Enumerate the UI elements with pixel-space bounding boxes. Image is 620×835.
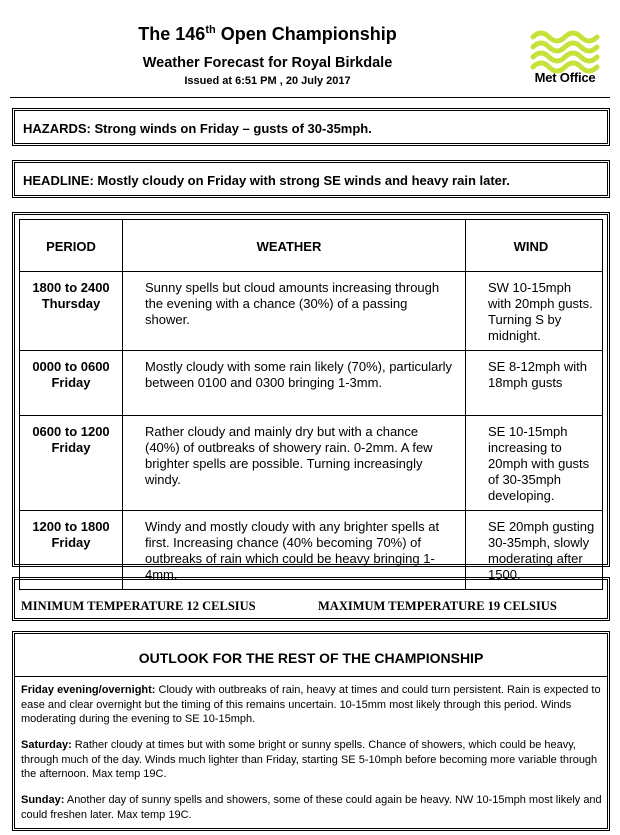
table-row (20, 272, 603, 351)
outlook-day-label: Sunday: (21, 794, 65, 806)
outlook-paragraph: Friday evening/overnight: Cloudy with outbreaks of rain, heavy at times and could turn persistent. Rain is expected to ease and clear overnight but the timing of this remains uncertain. 10-15mm most likely through this period. Winds moderating during the evening to SE 10-15mph. (21, 684, 601, 725)
page-subtitle: Weather Forecast for Royal Birkdale (142, 55, 393, 71)
hazards-text: HAZARDS: Strong winds on Friday – gusts of 30-35mph. (23, 121, 372, 136)
outlook-day-label: Saturday: (21, 739, 72, 751)
maximum-temperature: MAXIMUM TEMPERATURE 19 CELSIUS (318, 599, 557, 613)
temperature-box (12, 577, 610, 621)
weather-cell: Mostly cloudy with some rain likely (70%), particularly between 0100 and 0300 bringing 1-3mm. (123, 351, 466, 416)
forecast-table-box (12, 212, 610, 582)
wind-cell: SE 20mph gusting 30-35mph, slowly moderating after 1500. (466, 511, 603, 590)
headline-box (12, 160, 610, 198)
wind-cell: SE 8-12mph with 18mph gusts (466, 351, 603, 416)
column-header-period: PERIOD (20, 220, 123, 272)
period-cell: 1200 to 1800 Friday (20, 511, 123, 590)
minimum-temperature: MINIMUM TEMPERATURE 12 CELSIUS (21, 599, 256, 613)
table-row (20, 351, 603, 416)
forecast-table (19, 219, 603, 590)
column-header-wind: WIND (466, 220, 603, 272)
table-header-row (20, 220, 603, 272)
header-divider (10, 97, 610, 98)
weather-cell: Sunny spells but cloud amounts increasing through the evening with a chance (30%) of a passing shower. (123, 272, 466, 351)
outlook-title: OUTLOOK FOR THE REST OF THE CHAMPIONSHIP (138, 650, 484, 666)
column-header-weather: WEATHER (123, 220, 466, 272)
outlook-paragraph: Sunday: Another day of sunny spells and showers, some of these could again be heavy. NW 10-15mph most likely and could freshen later. Max temp 19C. (21, 794, 602, 821)
issued-timestamp: Issued at 6:51 PM , 20 July 2017 (184, 75, 351, 87)
period-cell: 1800 to 2400 Thursday (20, 272, 123, 351)
weather-cell: Windy and mostly cloudy with any brighter spells at first. Increasing chance (40% becoming 70%) of outbreaks of rain which could be heavy bringing 1-4mm. (123, 511, 466, 590)
page-title: The 146th Open Championship (138, 24, 397, 44)
outlook-divider (15, 676, 607, 677)
logo-wordmark: Met Office (534, 70, 596, 85)
table-row (20, 416, 603, 511)
outlook-paragraph: Saturday: Rather cloudy at times but with some bright or sunny spells. Chance of showers, which could be heavy, through much of the day. Winds much lighter than Friday, starting SE 5-10mph before becoming more variable through the afternoon. Max temp 19C. (21, 739, 598, 780)
outlook-box (12, 631, 610, 831)
period-cell: 0000 to 0600 Friday (20, 351, 123, 416)
weather-cell: Rather cloudy and mainly dry but with a chance (40%) of outbreaks of showery rain. 0-2mm. A few brighter spells are possible. Turning increasingly windy. (123, 416, 466, 511)
headline-text: HEADLINE: Mostly cloudy on Friday with strong SE winds and heavy rain later. (23, 173, 510, 188)
outlook-day-label: Friday evening/overnight: (21, 684, 156, 696)
hazards-box (12, 108, 610, 146)
wind-cell: SW 10-15mph with 20mph gusts. Turning S by midnight. (466, 272, 603, 351)
wind-cell: SE 10-15mph increasing to 20mph with gusts of 30-35mph developing. (466, 416, 603, 511)
period-cell: 0600 to 1200 Friday (20, 416, 123, 511)
